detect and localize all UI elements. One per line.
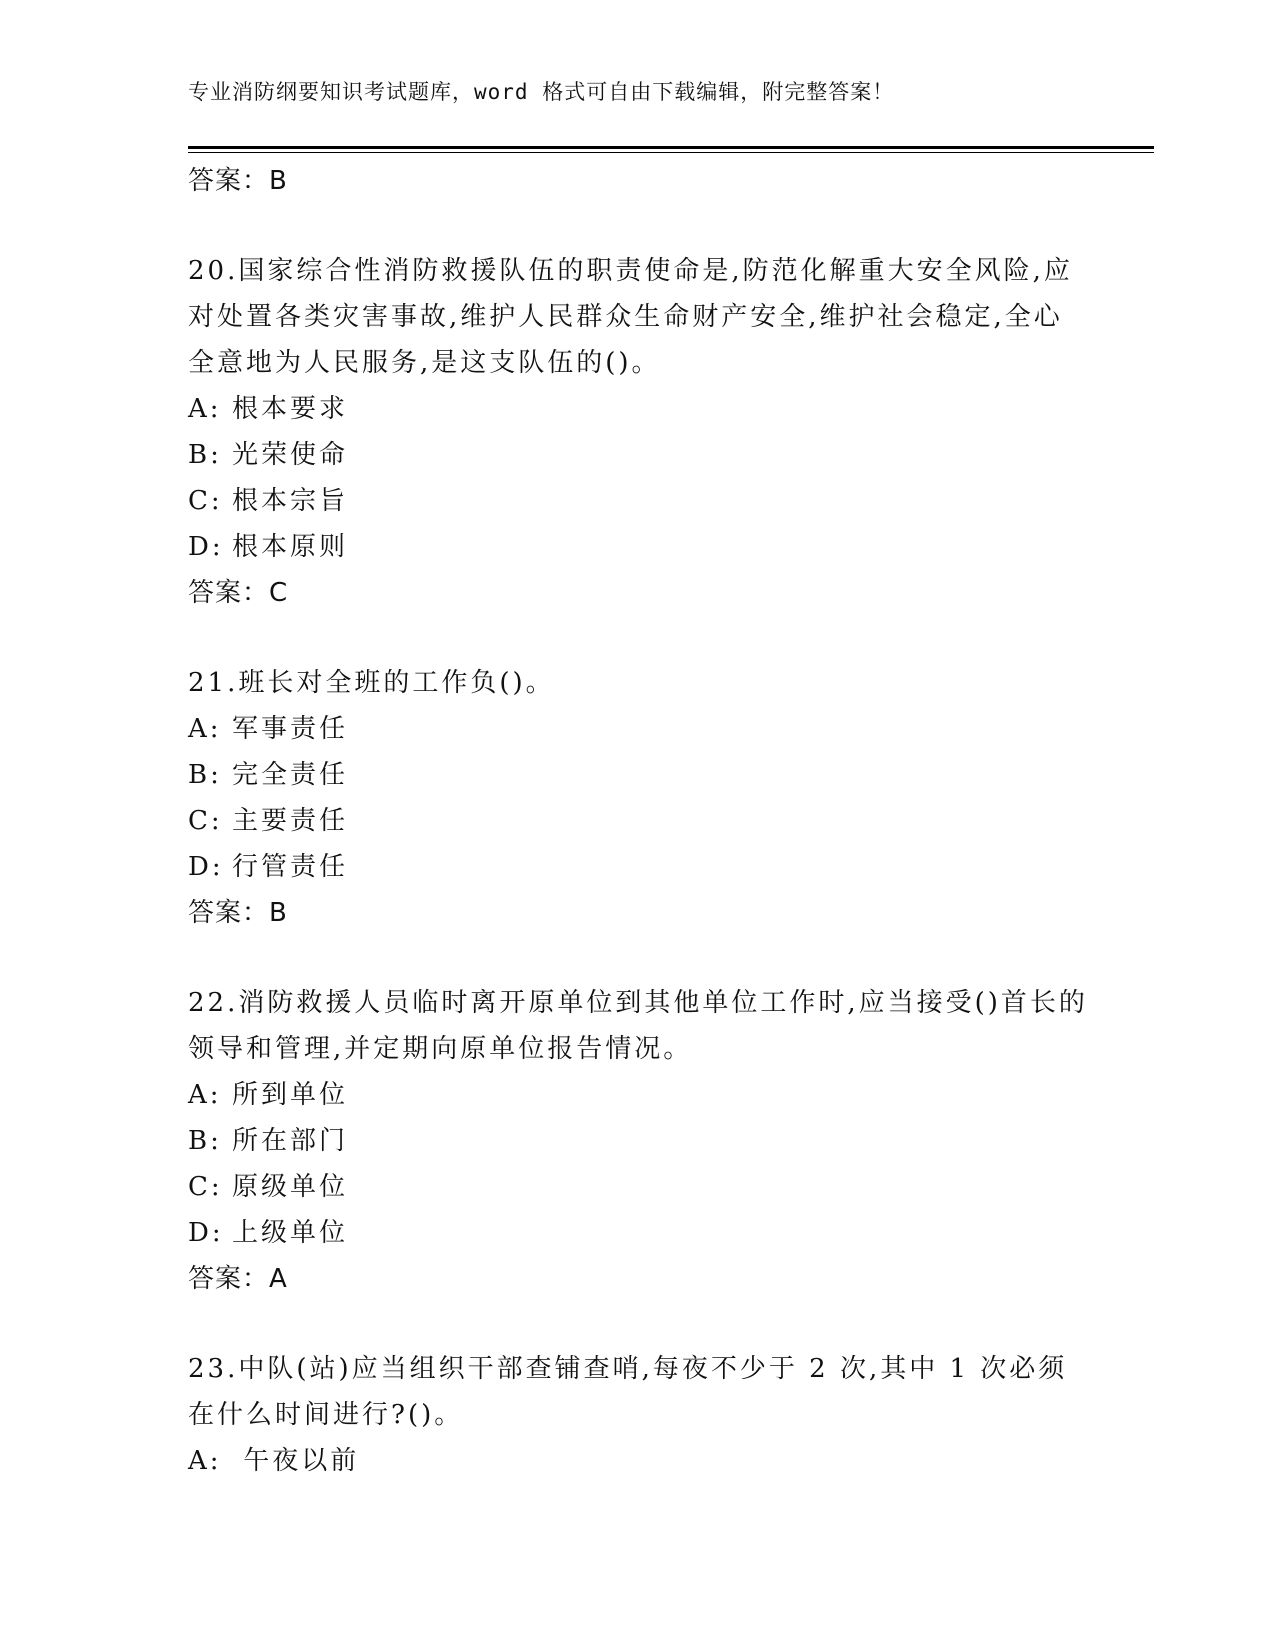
option-item <box>188 432 1088 478</box>
option-letter: A: <box>188 394 222 424</box>
option-item <box>188 1118 1088 1164</box>
answer-line: 答案：B <box>188 898 288 928</box>
option-letter: D: <box>188 852 224 882</box>
option-item <box>188 706 1088 752</box>
option-item <box>188 386 1088 432</box>
question-text: 23.中队(站)应当组织干部查铺查哨,每夜不少于 2 次,其中 1 次必须在什么时间进行?()。 <box>188 1354 1068 1430</box>
question-block <box>188 1346 1088 1484</box>
option-letter: C: <box>188 1172 223 1202</box>
option-item <box>188 1164 1088 1210</box>
option-letter: C: <box>188 806 223 836</box>
option-text: 军事责任 <box>232 714 349 744</box>
question-block <box>188 660 1088 936</box>
option-letter: A: <box>188 1080 222 1110</box>
option-text: 根本宗旨 <box>232 486 349 516</box>
option-item <box>188 798 1088 844</box>
option-letter: C: <box>188 486 223 516</box>
option-letter: B: <box>188 760 222 790</box>
answer-line: 答案：A <box>188 1264 288 1294</box>
option-text: 原级单位 <box>232 1172 349 1202</box>
option-text: 光荣使命 <box>232 440 349 470</box>
option-text: 所在部门 <box>232 1126 349 1156</box>
question-list <box>188 158 1088 1484</box>
option-text: 行管责任 <box>232 852 349 882</box>
option-item <box>188 1438 1088 1484</box>
option-text: 所到单位 <box>232 1080 349 1110</box>
option-letter: A: <box>188 1446 222 1476</box>
option-letter: D: <box>188 532 224 562</box>
option-text: 根本原则 <box>232 532 349 562</box>
option-item <box>188 1210 1088 1256</box>
option-letter: D: <box>188 1218 224 1248</box>
option-letter: B: <box>188 440 222 470</box>
option-text: 完全责任 <box>232 760 349 790</box>
option-item <box>188 478 1088 524</box>
option-text: 午夜以前 <box>232 1446 360 1476</box>
option-text: 上级单位 <box>232 1218 349 1248</box>
header-rule-thin <box>188 152 1154 153</box>
question-text: 22.消防救援人员临时离开原单位到其他单位工作时,应当接受()首长的领导和管理,并定期向原单位报告情况。 <box>188 988 1088 1064</box>
question-text: 20.国家综合性消防救援队伍的职责使命是,防范化解重大安全风险,应对处置各类灾害事故,维护人民群众生命财产安全,维护社会稳定,全心全意地为人民服务,是这支队伍的()。 <box>188 256 1073 378</box>
option-text: 主要责任 <box>232 806 349 836</box>
question-text: 21.班长对全班的工作负()。 <box>188 668 555 698</box>
option-item <box>188 1072 1088 1118</box>
previous-answer: 答案：B <box>188 166 288 196</box>
option-letter: B: <box>188 1126 222 1156</box>
page-header: 专业消防纲要知识考试题库，word 格式可自由下载编辑，附完整答案！ <box>188 80 895 104</box>
question-block <box>188 980 1088 1302</box>
option-letter: A: <box>188 714 222 744</box>
option-item <box>188 844 1088 890</box>
option-item <box>188 524 1088 570</box>
option-item <box>188 752 1088 798</box>
header-rule-thick <box>188 146 1154 149</box>
option-text: 根本要求 <box>232 394 349 424</box>
question-block <box>188 248 1088 616</box>
answer-line: 答案：C <box>188 578 289 608</box>
